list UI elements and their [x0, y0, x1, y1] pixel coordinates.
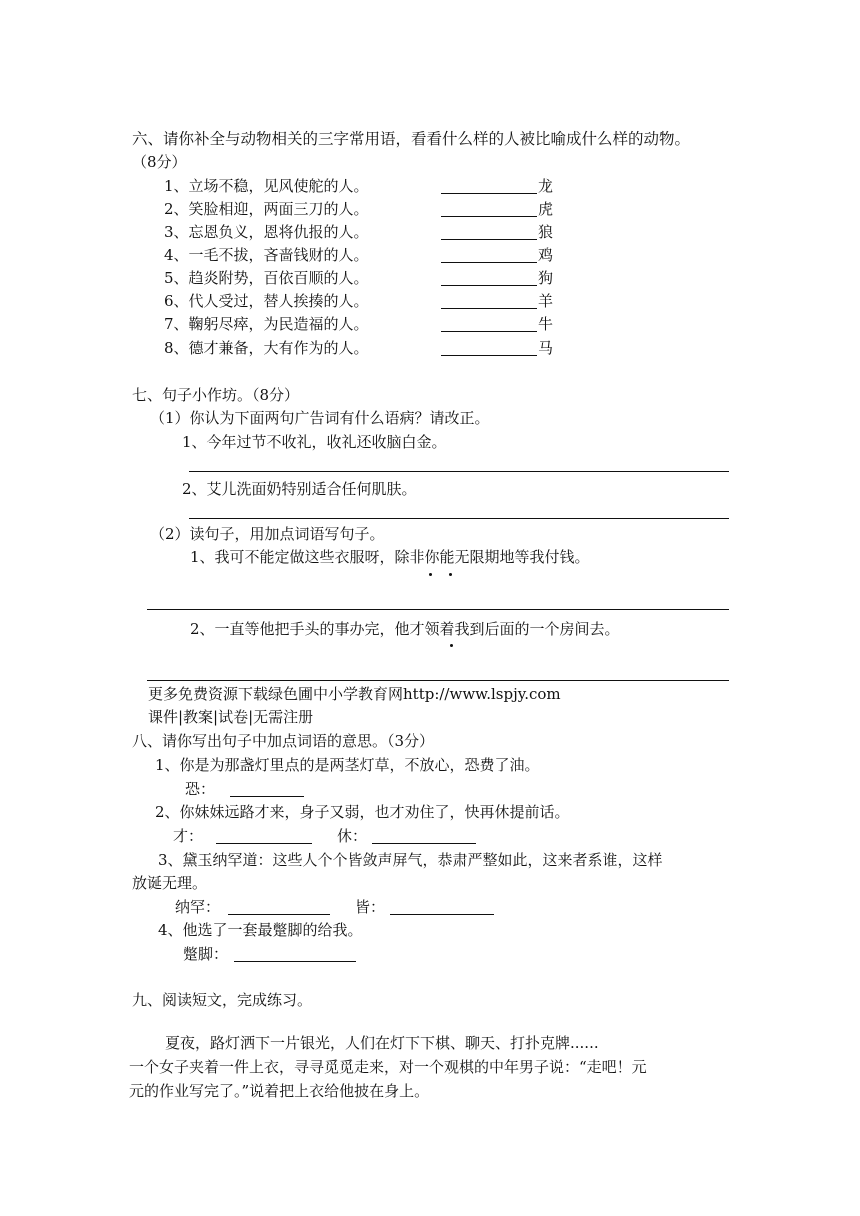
- list-item: 5、趋炎附势，百依百顺的人。: [164, 269, 369, 287]
- emphasis-dot: [449, 573, 452, 576]
- answer-blank[interactable]: [441, 262, 537, 263]
- section-6-title: 六、请你补全与动物相关的三字常用语，看看什么样的人被比喻成什么样的动物。: [132, 130, 691, 148]
- question-2: 2、你妹妹远路才来，身子又弱，也才劝住了，快再休提前话。: [155, 803, 570, 821]
- question-3: 3、黛玉纳罕道：这些人个个皆敛声屏气，恭肃严整如此，这来者系谁，这样: [158, 851, 663, 869]
- answer-blank[interactable]: [441, 331, 537, 332]
- ad-line-1: 更多免费资源下载绿色圃中小学教育网http://www.lspjy.com: [148, 685, 561, 703]
- animal-label: 牛: [538, 315, 554, 333]
- answer-blank[interactable]: [441, 355, 537, 356]
- answer-blank[interactable]: [441, 308, 537, 309]
- label-nahan: 纳罕：: [175, 898, 221, 916]
- animal-label: 狗: [538, 269, 554, 287]
- label-kong: 恐：: [185, 780, 216, 798]
- answer-line[interactable]: [147, 609, 729, 610]
- section-9-title: 九、阅读短文，完成练习。: [132, 991, 313, 1009]
- animal-label: 狼: [538, 223, 554, 241]
- answer-line[interactable]: [189, 471, 729, 472]
- section-7-part-1: （1）你认为下面两句广告词有什么语病？请改正。: [150, 409, 490, 427]
- label-cai: 才：: [173, 827, 204, 845]
- question-1: 1、你是为那盏灯里点的是两茎灯草，不放心，恐费了油。: [155, 756, 540, 774]
- answer-line[interactable]: [189, 518, 729, 519]
- section-8-title: 八、请你写出句子中加点词语的意思。（3分）: [132, 732, 435, 750]
- animal-label: 马: [538, 339, 554, 357]
- answer-blank[interactable]: [230, 796, 304, 797]
- passage-line-3: 元的作业写完了。”说着把上衣给他披在身上。: [129, 1082, 430, 1100]
- answer-blank[interactable]: [216, 843, 312, 844]
- emphasis-dot: [429, 573, 432, 576]
- list-item: 3、忘恩负义，恩将仇报的人。: [164, 223, 369, 241]
- animal-label: 鸡: [538, 246, 554, 264]
- ad-sentence-2: 2、艾儿洗面奶特别适合任何肌肤。: [182, 480, 417, 498]
- list-item: 7、鞠躬尽瘁，为民造福的人。: [164, 315, 369, 333]
- example-sentence-1: 1、我可不能定做这些衣服呀，除非你能无限期地等我付钱。: [190, 548, 590, 566]
- answer-blank[interactable]: [390, 914, 494, 915]
- animal-label: 龙: [538, 177, 554, 195]
- answer-blank[interactable]: [228, 914, 330, 915]
- list-item: 2、笑脸相迎，两面三刀的人。: [164, 200, 369, 218]
- answer-line[interactable]: [147, 680, 729, 681]
- section-7-part-2: （2）读句子，用加点词语写句子。: [150, 525, 385, 543]
- animal-label: 虎: [538, 200, 554, 218]
- label-jie: 皆：: [355, 898, 386, 916]
- list-item: 6、代人受过，替人挨揍的人。: [164, 292, 369, 310]
- emphasis-dot: [450, 644, 453, 647]
- answer-blank[interactable]: [234, 961, 356, 962]
- example-sentence-2: 2、一直等他把手头的事办完，他才领着我到后面的一个房间去。: [190, 620, 620, 638]
- answer-blank[interactable]: [441, 216, 537, 217]
- question-3-cont: 放诞无理。: [132, 874, 208, 892]
- answer-blank[interactable]: [441, 239, 537, 240]
- answer-blank[interactable]: [372, 843, 476, 844]
- list-item: 1、立场不稳，见风使舵的人。: [164, 177, 369, 195]
- answer-blank[interactable]: [441, 285, 537, 286]
- animal-label: 羊: [538, 292, 554, 310]
- section-6-score: （8分）: [132, 153, 187, 171]
- ad-line-2: 课件|教案|试卷|无需注册: [148, 708, 314, 726]
- label-xiu: 休：: [337, 827, 368, 845]
- answer-blank[interactable]: [441, 193, 537, 194]
- ad-sentence-1: 1、今年过节不收礼，收礼还收脑白金。: [182, 433, 447, 451]
- question-4: 4、他选了一套最蹩脚的给我。: [158, 921, 363, 939]
- section-7-title: 七、句子小作坊。（8分）: [132, 386, 300, 404]
- list-item: 8、德才兼备，大有作为的人。: [164, 339, 369, 357]
- label-biejiao: 蹩脚：: [183, 945, 229, 963]
- passage-line-2: 一个女子夹着一件上衣，寻寻觅觅走来，对一个观棋的中年男子说：“走吧！元: [129, 1058, 647, 1076]
- passage-line-1: 夏夜，路灯洒下一片银光，人们在灯下下棋、聊天、打扑克牌......: [165, 1034, 599, 1052]
- list-item: 4、一毛不拔，吝啬钱财的人。: [164, 246, 369, 264]
